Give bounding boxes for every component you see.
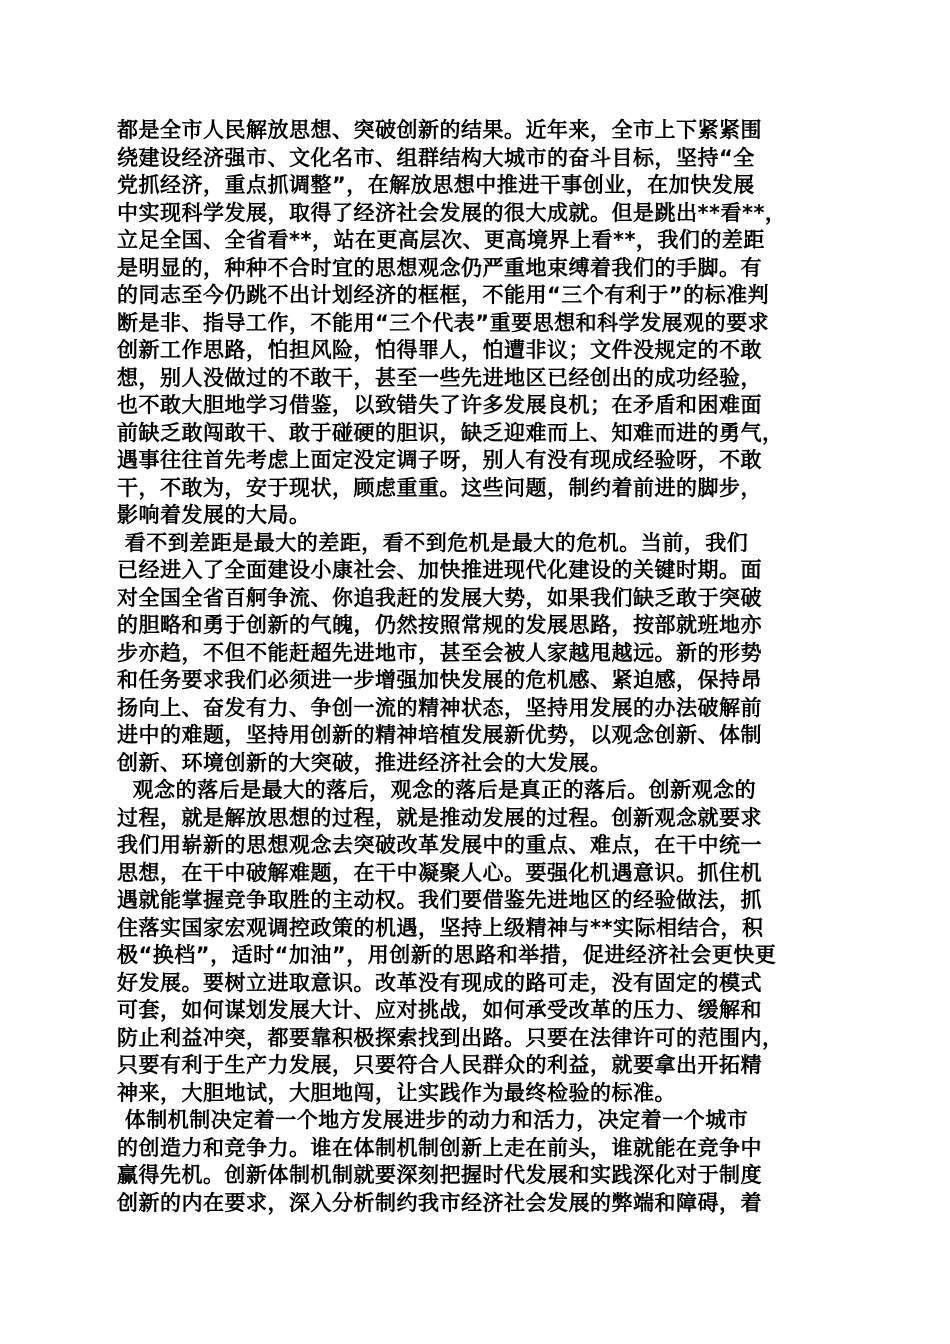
text-line: 绕建设经济强市、文化名市、组群结构大城市的奋斗目标，坚持“全 <box>117 145 755 170</box>
text-line: 已经进入了全面建设小康社会、加快推进现代化建设的关键时期。面 <box>117 558 762 582</box>
text-line: 过程，就是解放思想的过程，就是推动发展的过程。创新观念就要求 <box>117 805 762 830</box>
text-line: 可套，如何谋划发展大计、应对挑战，如何承受改革的压力、缓解和 <box>117 998 762 1022</box>
text-line: 体制机制决定着一个地方发展进步的动力和活力，决定着一个城市 <box>117 1108 749 1132</box>
text-line: 看不到差距是最大的差距，看不到危机是最大的危机。当前，我们 <box>117 530 749 555</box>
text-line: 想，别人没做过的不敢干，甚至一些先进地区已经创出的成功经验， <box>117 365 762 390</box>
text-line: 防止利益冲突，都要靠积极探索找到出路。只要在法律许可的范围内， <box>117 1025 784 1050</box>
text-line: 只要有利于生产力发展，只要符合人民群众的利益，就要拿出开拓精 <box>117 1053 762 1077</box>
text-line: 立足全国、全省看**，站在更高层次、更高境界上看**，我们的差距 <box>117 228 765 252</box>
text-line: 好发展。要树立进取意识。改革没有现成的路可走，没有固定的模式 <box>117 970 762 995</box>
text-line: 遇事往往首先考虑上面定没定调子呀，别人有没有现成经验呀，不敢 <box>117 448 762 472</box>
text-line: 前缺乏敢闯敢干、敢于碰硬的胆识，缺乏迎难而上、知难而进的勇气， <box>117 420 784 445</box>
text-line: 的同志至今仍跳不出计划经济的框框，不能用“三个有利于”的标准判 <box>117 283 770 307</box>
text-line: 都是全市人民解放思想、突破创新的结果。近年来，全市上下紧紧围 <box>117 118 762 142</box>
text-line: 创新、环境创新的大突破，推进经济社会的大发展。 <box>117 750 612 775</box>
text-line: 中实现科学发展，取得了经济社会发展的很大成就。但是跳出**看**， <box>117 200 787 225</box>
text-line: 创新的内在要求，深入分析制约我市经济社会发展的弊端和障碍，着 <box>117 1190 762 1215</box>
text-line: 住落实国家宏观调控政策的机遇，坚持上级精神与**实际相结合，积 <box>117 915 764 940</box>
text-line: 观念的落后是最大的落后，观念的落后是真正的落后。创新观念的 <box>117 778 757 802</box>
text-line: 和任务要求我们必须进一步增强加快发展的危机感、紧迫感，保持昂 <box>117 668 762 692</box>
text-line: 遇就能掌握竞争取胜的主动权。我们要借鉴先进地区的经验做法，抓 <box>117 888 762 912</box>
text-line: 影响着发展的大局。 <box>117 503 311 527</box>
text-line: 创新工作思路，怕担风险，怕得罪人，怕遭非议；文件没规定的不敢 <box>117 338 762 362</box>
text-line: 步亦趋，不但不能赶超先进地市，甚至会被人家越甩越远。新的形势 <box>117 640 762 665</box>
text-line: 是明显的，种种不合时宜的思想观念仍严重地束缚着我们的手脚。有 <box>117 255 762 280</box>
text-line: 干，不敢为，安于现状，顾虑重重。这些问题，制约着前进的脚步， <box>117 475 762 500</box>
document-body <box>117 117 833 1217</box>
text-line: 我们用崭新的思想观念去突破改革发展中的重点、难点，在干中统一 <box>117 833 762 857</box>
text-line: 赢得先机。创新体制机制就要深刻把握时代发展和实践深化对于制度 <box>117 1163 762 1187</box>
text-line: 断是非、指导工作，不能用“三个代表”重要思想和科学发展观的要求 <box>117 310 770 335</box>
text-line: 极“换档”，适时“加油”，用创新的思路和举措，促进经济社会更快更 <box>117 943 777 967</box>
text-line: 的胆略和勇于创新的气魄，仍然按照常规的发展思路，按部就班地亦 <box>117 613 762 637</box>
text-line: 党抓经济，重点抓调整”，在解放思想中推进干事创业，在加快发展 <box>117 173 755 197</box>
text-line: 也不敢大胆地学习借鉴，以致错失了许多发展良机；在矛盾和困难面 <box>117 393 762 417</box>
text-line: 思想，在干中破解难题，在干中凝聚人心。要强化机遇意识。抓住机 <box>117 860 762 885</box>
text-line: 神来，大胆地试，大胆地闯，让实践作为最终检验的标准。 <box>117 1080 676 1105</box>
text-line: 进中的难题，坚持用创新的精神培植发展新优势，以观念创新、体制 <box>117 723 762 747</box>
text-line: 对全国全省百舸争流、你追我赶的发展大势，如果我们缺乏敢于突破 <box>117 585 762 610</box>
text-line: 扬向上、奋发有力、争创一流的精神状态，坚持用发展的办法破解前 <box>117 695 762 720</box>
text-line: 的创造力和竞争力。谁在体制机制创新上走在前头，谁就能在竞争中 <box>117 1135 762 1160</box>
